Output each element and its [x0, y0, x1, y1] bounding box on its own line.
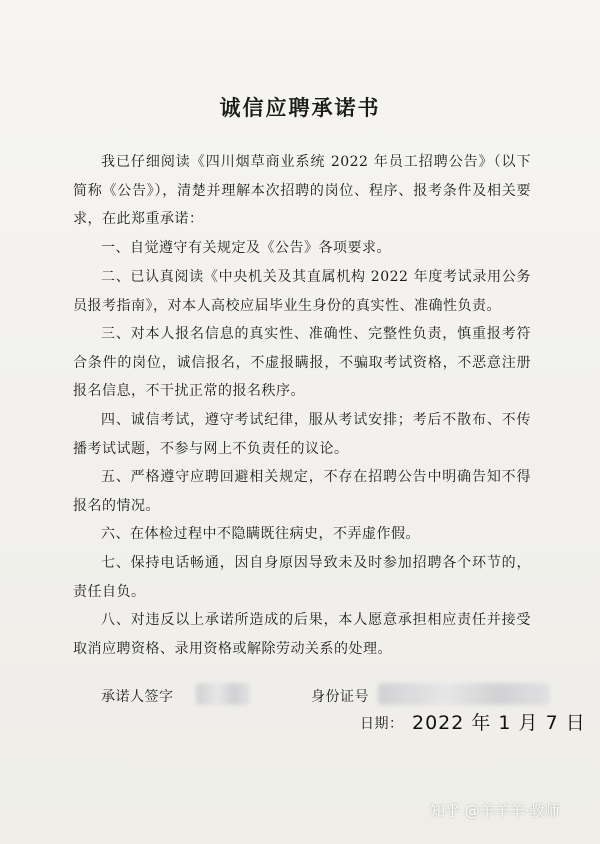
date-value: 2022 年 1 月 7 日	[412, 712, 586, 734]
commitment-item-1: 一、自觉遵守有关规定及《公告》各项要求。	[101, 240, 391, 256]
id-number-redacted	[378, 683, 550, 705]
signature-redacted	[196, 683, 250, 705]
commitment-item-8: 八、对违反以上承诺所造成的后果，本人愿意承担相应责任并接受取消应聘资格、录用资格或解除劳动关系的处理。	[73, 612, 531, 657]
intro-paragraph: 我已仔细阅读《四川烟草商业系统 2022 年员工招聘公告》（以下简称《公告》），清楚并理解本次招聘的岗位、程序、报考条件及相关要求，在此郑重承诺：	[73, 154, 531, 227]
commitment-item-7: 七、保持电话畅通，因自身原因导致未及时参加招聘各个环节的，责任自负。	[73, 555, 531, 600]
commitment-item-3: 三、对本人报名信息的真实性、准确性、完整性负责，慎重报考符合条件的岗位，诚信报名，不虚报瞒报，不骗取考试资格，不恶意注册报名信息，不干扰正常的报名秩序。	[73, 326, 531, 399]
id-number-label: 身份证号	[311, 689, 369, 705]
zhihu-watermark: 知乎 @羊羊羊·教师	[430, 802, 560, 820]
commitment-item-4: 四、诚信考试，遵守考试纪律，服从考试安排；考后不散布、不传播考试试题，不参与网上不负责任的议论。	[73, 412, 531, 457]
document-title: 诚信应聘承诺书	[219, 95, 381, 120]
commitment-item-5: 五、严格遵守应聘回避相关规定，不存在招聘公告中明确告知不得报名的情况。	[73, 469, 531, 514]
commitment-item-6: 六、在体检过程中不隐瞒既往病史，不弄虚作假。	[101, 526, 420, 542]
date-label: 日期：	[360, 716, 404, 732]
commitment-item-2: 二、已认真阅读《中央机关及其直属机构 2022 年度考试录用公务员报考指南》，对本人高校应届毕业生身份的真实性、准确性负责。	[73, 269, 531, 314]
signature-label: 承诺人签字	[101, 689, 174, 705]
